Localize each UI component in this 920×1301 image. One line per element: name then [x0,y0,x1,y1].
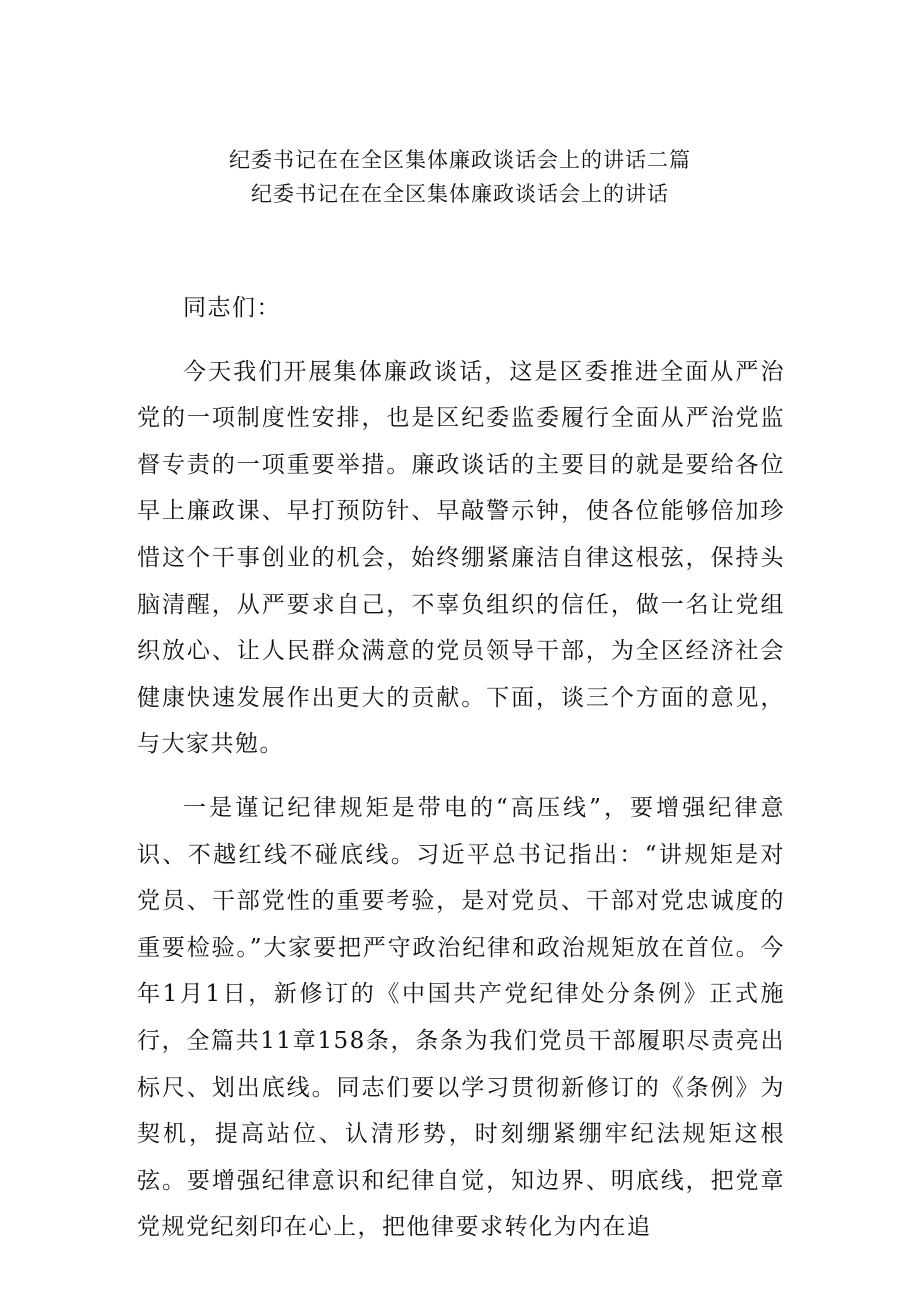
title-line-sub: 纪委书记在在全区集体廉政谈话会上的讲话 [251,182,669,206]
title-line-main: 纪委书记在在全区集体廉政谈话会上的讲话二篇 [229,148,691,172]
salutation: 同志们： [183,295,281,321]
paragraph-intro: 今天我们开展集体廉政谈话，这是区委推进全面从严治党的一项制度性安排，也是区纪委监委履行全面从严治党监督专责的一项重要举措。廉政谈话的主要目的就是要给各位早上廉政课、早打预防针、早敲警示钟，使各位能够倍加珍惜这个干事创业的机会，始终绷紧廉洁自律这根弦，保持头脑清醒，从严要求自己，不辜负组织的信任，做一名让党组织放心、让人民群众满意的党员领导干部，为全区经济社会健康快速发展作出更大的贡献。下面，谈三个方面的意见，与大家共勉。 [137,358,785,758]
document-body [137,285,785,1251]
paragraph-point-one: 一是谨记纪律规矩是带电的“高压线”，要增强纪律意识、不越红线不碰底线。习近平总书记指出：“讲规矩是对党员、干部党性的重要考验，是对党员、干部对党忠诚度的重要检验。”大家要把严守政治纪律和政治规矩放在首位。今年1月1日，新修订的《中国共产党纪律处分条例》正式施行，全篇共11章158条，条条为我们党员干部履职尽责亮出标尺、划出底线。同志们要以学习贯彻新修订的《条例》为契机，提高站位、认清形势，时刻绷紧绷牢纪法规矩这根弦。要增强纪律意识和纪律自觉，知边界、明底线，把党章党规党纪刻印在心上，把他律要求转化为内在追 [137,794,785,1241]
document-title [0,143,920,211]
